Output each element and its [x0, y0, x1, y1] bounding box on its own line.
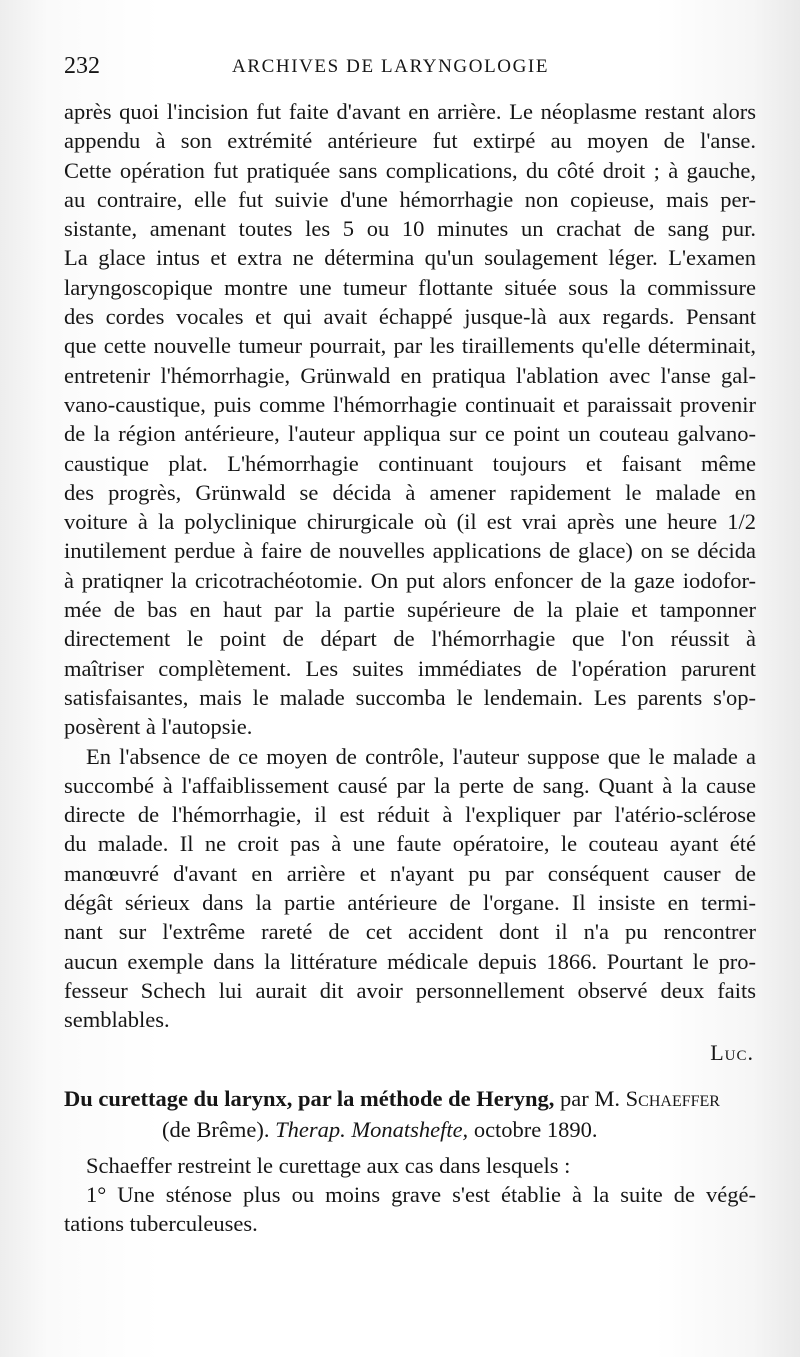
text-line: caustique plat. L'hémorrhagie continuant toujours et faisant même	[64, 450, 756, 476]
text-line: semblables.	[64, 1007, 170, 1033]
text-line: des progrès, Grünwald se décida à amener rapidement le malade en	[64, 479, 756, 505]
text-line: succombé à l'affaiblissement causé par la perte de sang. Quant à la cause	[64, 772, 756, 798]
text-line: des cordes vocales et qui avait échappé jusque-là aux regards. Pensant	[64, 304, 756, 330]
author-signature: Luc.	[710, 1039, 754, 1065]
paragraph-3	[64, 1151, 756, 1239]
text-line: posèrent à l'autopsie.	[64, 714, 253, 740]
running-header	[64, 48, 764, 84]
text-line: vano-caustique, puis comme l'hémorrhagie continuait et paraissait provenir	[64, 391, 756, 417]
paragraph-1	[64, 97, 756, 742]
article-journal: Therap. Monatshefte,	[275, 1116, 469, 1142]
text-line: fesseur Schech lui aurait dit avoir personnellement observé deux faits	[64, 977, 756, 1003]
page-number: 232	[64, 53, 100, 79]
text-line: à pratiqner la cricotrachéotomie. On put alors enfoncer de la gaze iodofor-	[64, 567, 756, 593]
text-line: La glace intus et extra ne détermina qu'un soulagement léger. L'examen	[64, 245, 756, 271]
paragraph-2	[64, 742, 756, 1035]
text-line: inutilement perdue à faire de nouvelles applications de glace) on se décida	[64, 538, 756, 564]
text-line: tations tuberculeuses.	[64, 1211, 258, 1237]
text-line: En l'absence de ce moyen de contrôle, l'auteur suppose que le malade a	[86, 743, 756, 769]
article-location: (de Brême).	[162, 1116, 270, 1142]
article-title: Du curettage du larynx, par la méthode de Heryng,	[64, 1085, 555, 1111]
text-line: dégât sérieux dans la partie antérieure de l'organe. Il insiste en termi-	[64, 890, 756, 916]
text-line: après quoi l'incision fut faite d'avant en arrière. Le néoplasme restant alors	[64, 99, 756, 124]
text-line: nant sur l'extrême rareté de cet accident dont il n'a pu rencontrer	[64, 919, 756, 945]
article-date: octobre 1890.	[473, 1116, 598, 1142]
article-heading-line-2	[64, 1114, 756, 1145]
text-line: voiture à la polyclinique chirurgicale où (il est vrai après une heure 1/2	[64, 509, 756, 535]
text-line: manœuvré d'avant en arrière et n'ayant pu par conséquent causer de	[64, 860, 756, 886]
body-text	[64, 97, 756, 1238]
text-line: directement le point de départ de l'hémorrhagie que l'on réussit à	[64, 626, 756, 652]
article-author-prefix: par M.	[560, 1085, 621, 1111]
journal-title: ARCHIVES DE LARYNGOLOGIE	[232, 56, 550, 77]
text-line: 1° Une sténose plus ou moins grave s'est établie à la suite de végé-	[86, 1181, 756, 1207]
text-line: maîtriser complètement. Les suites immédiates de l'opération parurent	[64, 655, 756, 681]
text-line: au contraire, elle fut suivie d'une hémorrhagie non copieuse, mais per-	[64, 186, 756, 212]
text-line: laryngoscopique montre une tumeur flottante située sous la commissure	[64, 274, 756, 300]
text-line: Schaeffer restreint le curettage aux cas dans lesquels :	[86, 1152, 571, 1178]
article-heading-line-1	[64, 1083, 756, 1114]
text-line: Cette opération fut pratiquée sans complications, du côté droit ; à gauche,	[64, 157, 756, 183]
text-line: de la région antérieure, l'auteur appliqua sur ce point un couteau galvano-	[64, 421, 756, 447]
text-line: directe de l'hémorrhagie, il est réduit à l'expliquer par l'atério-sclérose	[64, 802, 756, 828]
text-line: entretenir l'hémorrhagie, Grünwald en pratiqua l'ablation avec l'anse gal-	[64, 362, 756, 388]
text-line: mée de bas en haut par la partie supérieure de la plaie et tamponner	[64, 597, 756, 623]
text-line: satisfaisantes, mais le malade succomba le lendemain. Les parents s'op-	[64, 684, 756, 710]
section-gap	[64, 1071, 756, 1083]
text-line: aucun exemple dans la littérature médicale depuis 1866. Pourtant le pro-	[64, 948, 756, 974]
article-author-name: Schaeffer	[625, 1085, 720, 1111]
article-heading	[64, 1083, 756, 1145]
text-line: appendu à son extrémité antérieure fut extirpé au moyen de l'anse.	[64, 128, 756, 154]
text-line: sistante, amenant toutes les 5 ou 10 minutes un crachat de sang pur.	[64, 216, 756, 242]
text-line: du malade. Il ne croit pas à une faute opératoire, le couteau ayant été	[64, 831, 756, 857]
text-line: que cette nouvelle tumeur pourrait, par les tiraillements qu'elle déterminait,	[64, 333, 756, 359]
